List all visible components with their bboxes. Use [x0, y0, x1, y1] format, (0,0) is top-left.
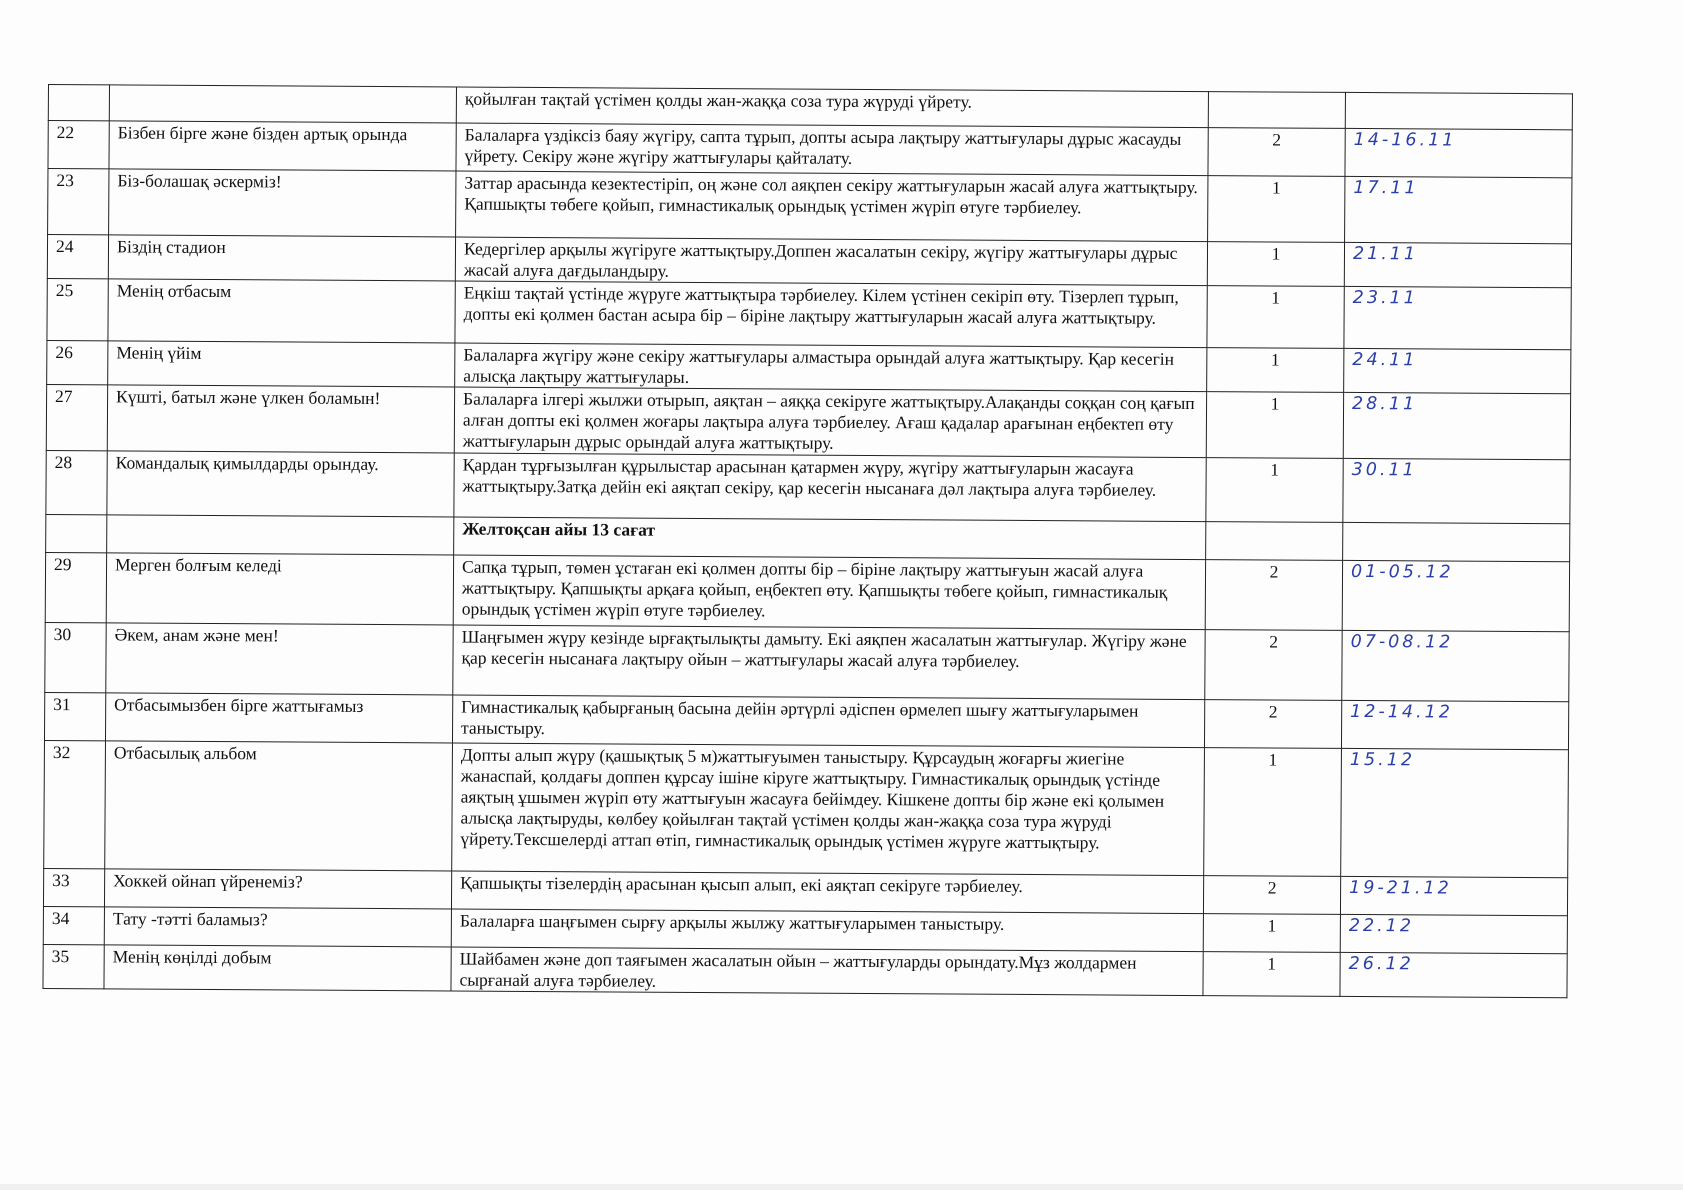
scan-edge [0, 1184, 1683, 1190]
hours-cell: 2 [1205, 560, 1342, 631]
topic-cell: Бізбен бірге және бізден артық орында [109, 121, 456, 171]
topic-cell: Менің отбасым [108, 279, 455, 343]
description-cell: Қардан тұрғызылған құрылыстар арасынан қатармен жүру, жүгіру жаттығуларын жасауға жаттықтыру.Затқа дейін екі аяқтап секіру, қар кесегін нысанаға дәл лақтыра алуға тәрбиелеу. [454, 453, 1206, 522]
lesson-plan-body [43, 85, 1572, 998]
handwritten-date-cell: 28.11 [1343, 392, 1570, 459]
topic-cell: Менің үйім [108, 341, 455, 387]
lesson-plan-table [42, 84, 1572, 998]
row-number-cell: 35 [43, 944, 104, 988]
handwritten-date-cell: 26.12 [1340, 952, 1567, 997]
row-number-cell: 25 [47, 278, 108, 340]
handwritten-date-cell: 14-16.11 [1345, 128, 1572, 177]
topic-cell: Хоккей ойнап үйренеміз? [104, 869, 451, 909]
row-number-cell: 26 [47, 340, 108, 384]
hours-cell [1206, 522, 1343, 561]
description-cell: Сапқа тұрып, төмен ұстаған екі қолмен допты бір – біріне лақтыру жаттығуын жасай алуға жаттықтыру. Қапшықты арқаға қойып, еңбектеп өту. Қапшықты төбеге қойып, гимнастикалық орындық үстімен жүріп өтуге тәрбиелеу. [453, 555, 1205, 630]
hours-cell: 1 [1203, 914, 1340, 953]
table-row [44, 740, 1569, 877]
handwritten-date-cell: 22.12 [1340, 914, 1567, 953]
table-row [46, 384, 1570, 459]
topic-cell: Біздің стадион [108, 235, 455, 281]
topic-cell: Менің көңілді добым [104, 945, 451, 991]
table-row [48, 169, 1572, 244]
handwritten-date-cell: 30.11 [1343, 458, 1570, 523]
hours-cell: 1 [1206, 458, 1343, 523]
description-cell: Балаларға шаңғымен сырғу арқылы жылжу жаттығуларымен таныстыру. [451, 909, 1203, 952]
description-cell: Шайбамен және доп таяғымен жасалатын ойын – жаттығуларды орындату.Мұз жолдармен сырғанай алуға тәрбиелеу. [451, 947, 1203, 996]
table-row [43, 944, 1567, 997]
table-row [45, 622, 1569, 701]
row-number-cell [46, 514, 107, 552]
hours-cell: 1 [1203, 952, 1340, 997]
description-cell: Допты алып жүру (қашықтық 5 м)жаттығуымен таныстыру. Құрсаудың жоғарғы жиегіне жанаспай, қолдағы доппен құрсау ішіне кіруге жаттықтыру. Гимнастикалық орындық үстінде аяқтың ұшымен жүріп өту жаттығуын жасауға бейімдеу. Кішкене допты бір және екі қолымен алысқа лақтыруды, көлбеу қойылған тақтай үстімен қолды жан-жаққа соза тура жүруді үйрету.Тексшелерді аттап өтіп, гимнастикалық орындық үстімен жүруге жаттықтыру. [452, 743, 1205, 876]
row-number-cell: 33 [43, 868, 104, 906]
topic-cell: Мерген болғым келеді [106, 553, 453, 625]
description-cell: Балаларға ілгері жылжи отырып, аяқтан – аяққа секіруге жаттықтыру.Алақанды соққан соң қағып алған допты екі қолмен жоғары лақтыра алуға тәрбиелеу. Ағаш қадалар арағынан еңбектеп өту жаттығуларын дұрыс орындай алуға жаттықтыру. [454, 387, 1206, 458]
handwritten-date-cell [1343, 522, 1570, 561]
handwritten-date-cell: 19-21.12 [1340, 876, 1567, 915]
handwritten-date-cell: 01-05.12 [1342, 560, 1569, 631]
description-cell: Балаларға жүгіру және секіру жаттығулары алмастыра орындай алуға жаттықтыру. Қар кесегін алысқа лақтыру жаттығулары. [455, 343, 1207, 392]
table-row [47, 278, 1571, 349]
row-number-cell: 22 [48, 121, 109, 169]
topic-cell: Командалық қимылдарды орындау. [107, 451, 454, 517]
topic-cell: Әкем, анам және мен! [106, 623, 453, 695]
handwritten-date-cell [1345, 92, 1572, 129]
row-number-cell [48, 85, 109, 121]
handwritten-date-cell: 24.11 [1344, 348, 1571, 393]
description-cell: қойылған тақтай үстімен қолды жан-жаққа соза тура жүруді үйрету. [456, 87, 1208, 128]
hours-cell: 1 [1204, 748, 1342, 877]
description-cell: Шаңғымен жүру кезінде ырғақтылықты дамыту. Екі аяқпен жасалатын жаттығулар. Жүгіру және қар кесегін нысанаға лақтыру ойын – жаттығулары жасай алуға тәрбиелеу. [453, 625, 1205, 700]
description-cell: Балаларға үздіксіз баяу жүгіру, сапта тұрып, допты асыра лақтыру жаттығулары дұрыс жасауды үйрету. Секіру және жүгіру жаттығулары қайталату. [456, 123, 1208, 176]
row-number-cell: 27 [46, 384, 107, 450]
description-cell: Кедергілер арқылы жүгіруге жаттықтыру.Доппен жасалатын секіру, жүгіру жаттығулары дұрыс жасай алуға дағдыландыру. [455, 237, 1207, 286]
topic-cell: Отбасымызбен бірге жаттығамыз [105, 693, 452, 743]
row-number-cell: 32 [44, 740, 106, 868]
topic-cell: Біз-болашақ әскерміз! [109, 169, 456, 237]
description-cell: Еңкіш тақтай үстінде жүруге жаттықтыра тәрбиелеу. Кілем үстінен секіріп өту. Тізерлеп тұрып, допты екі қолмен бастан асыра бір – біріне лақтыру жаттығуларын жасай алуға жаттықтыру. [455, 281, 1207, 348]
table-row [45, 552, 1569, 631]
row-number-cell: 29 [45, 552, 106, 622]
description-cell: Заттар арасында кезектестіріп, оң және сол аяқпен секіру жаттығуларын жасай алуға жаттықтыру. Қапшықты төбеге қойып, гимнастикалық орындық үстімен жүріп өтуге тәрбиелеу. [456, 171, 1208, 242]
topic-cell [109, 85, 456, 123]
handwritten-date-cell: 07-08.12 [1342, 630, 1569, 701]
hours-cell: 1 [1207, 286, 1344, 349]
handwritten-date-cell: 15.12 [1341, 748, 1569, 877]
topic-cell: Күшті, батыл және үлкен боламын! [107, 385, 454, 453]
handwritten-date-cell: 21.11 [1344, 242, 1571, 287]
hours-cell: 2 [1208, 128, 1345, 177]
row-number-cell: 30 [45, 622, 106, 692]
hours-cell: 2 [1204, 700, 1341, 749]
hours-cell: 1 [1208, 176, 1345, 243]
row-number-cell: 24 [47, 235, 108, 279]
hours-cell [1208, 92, 1345, 129]
topic-cell: Тату -тәтті баламыз? [104, 907, 451, 947]
handwritten-date-cell: 17.11 [1345, 176, 1572, 243]
description-cell: Гимнастикалық қабырғаның басына дейін әртүрлі әдіспен өрмелеп шығу жаттығуларымен таныстыру. [452, 695, 1204, 748]
row-number-cell: 34 [43, 906, 104, 944]
handwritten-date-cell: 23.11 [1344, 286, 1571, 349]
row-number-cell: 28 [46, 450, 107, 514]
row-number-cell: 23 [48, 169, 109, 235]
hours-cell: 2 [1205, 630, 1342, 701]
description-cell: Қапшықты тізелердің арасынан қысып алып, екі аяқтап секіруге тәрбиелеу. [451, 871, 1203, 914]
hours-cell: 1 [1206, 392, 1343, 459]
table-row [46, 450, 1570, 523]
topic-cell: Отбасылық альбом [105, 741, 453, 871]
handwritten-date-cell: 12-14.12 [1341, 700, 1568, 749]
description-cell: Желтоқсан айы 13 сағат [454, 517, 1206, 560]
hours-cell: 1 [1207, 242, 1344, 287]
hours-cell: 2 [1203, 876, 1340, 915]
row-number-cell: 31 [44, 692, 105, 740]
topic-cell [107, 515, 454, 555]
hours-cell: 1 [1207, 348, 1344, 393]
